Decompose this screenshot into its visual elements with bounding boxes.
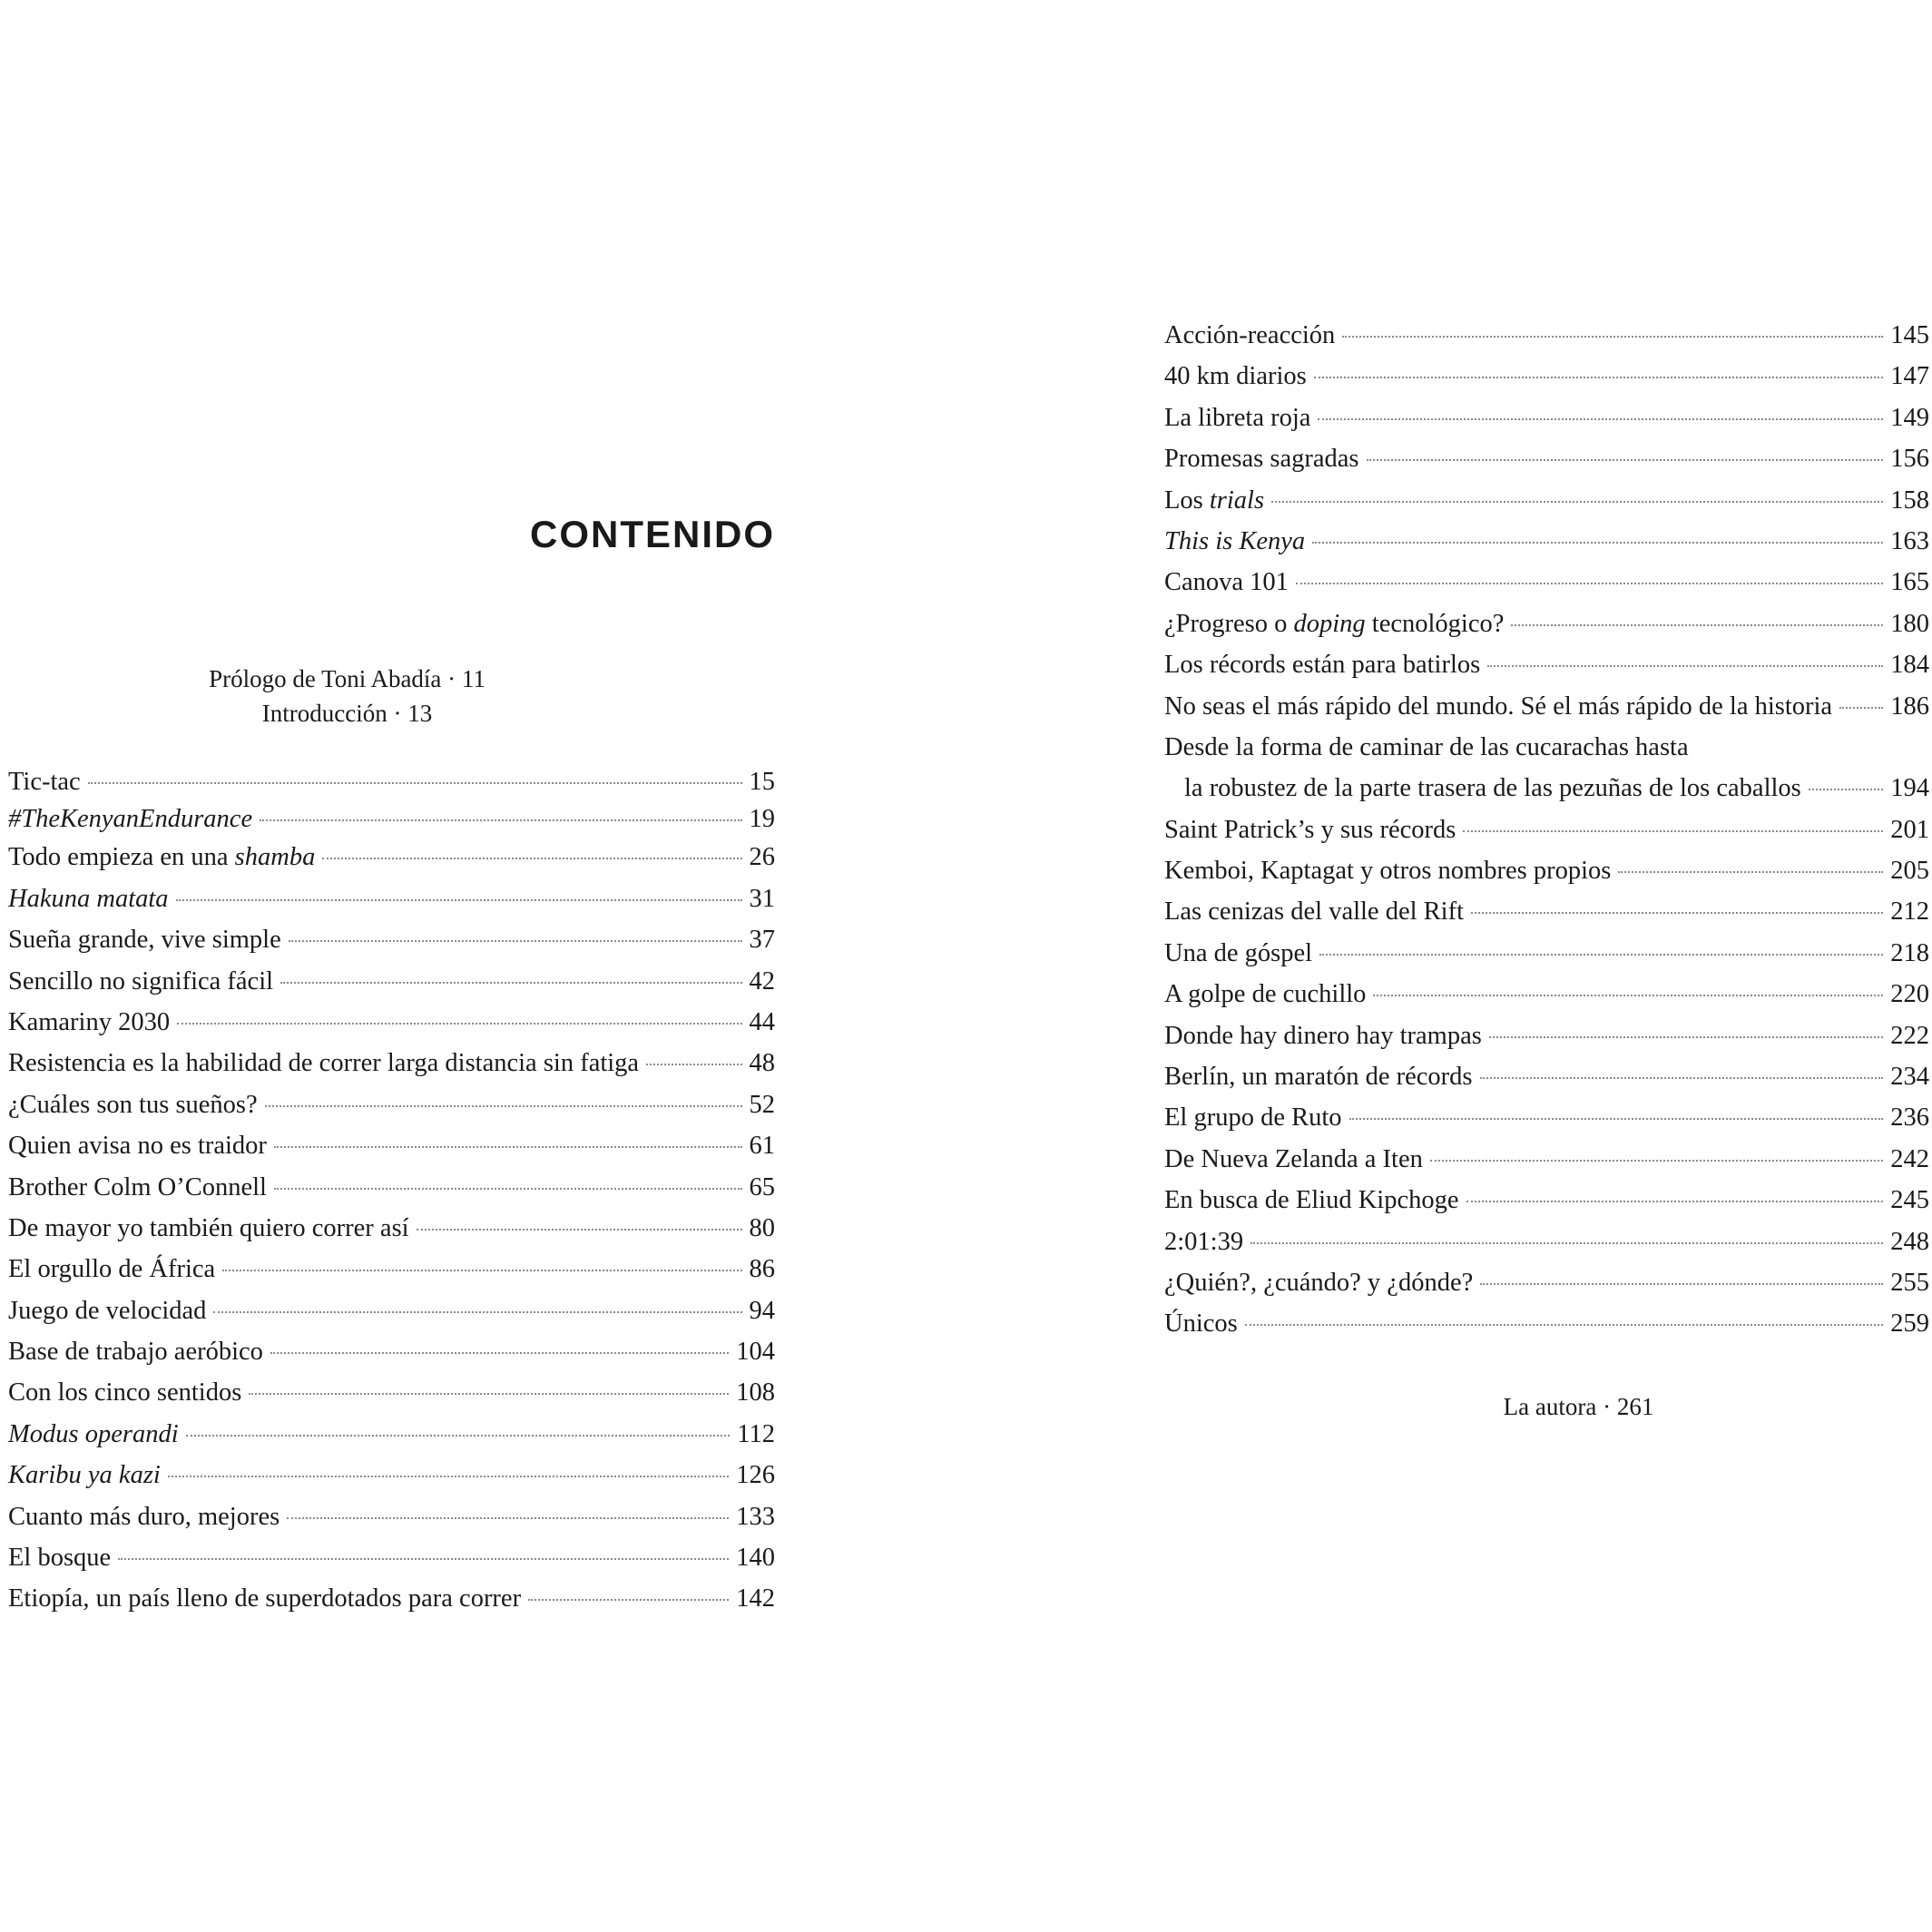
toc-entry-title: Karibu ya kazi: [8, 1461, 161, 1490]
toc-entry[interactable]: [1164, 438, 1929, 479]
dot-leader: [1471, 912, 1883, 914]
toc-entry-title: De mayor yo también quiero correr así: [8, 1213, 409, 1242]
dot-leader: [168, 1476, 729, 1477]
front-matter-introduction[interactable]: Introducción · 13: [261, 700, 433, 727]
toc-entry-title: ¿Cuáles son tus sueños?: [8, 1090, 258, 1119]
toc-entry-title: Promesas sagradas: [1164, 445, 1359, 474]
dot-leader: [177, 1023, 741, 1025]
toc-entry[interactable]: [1164, 1015, 1929, 1056]
toc-entry-page: 140: [736, 1544, 775, 1573]
dot-leader: [1511, 624, 1883, 626]
toc-entry-page: 218: [1890, 938, 1929, 967]
dot-leader: [222, 1270, 741, 1271]
dot-leader: [1430, 1160, 1883, 1162]
toc-entry-title: 40 km diarios: [1164, 362, 1307, 391]
toc-entry-title: la robustez de la parte trasera de las pezuñas de los caballos: [1184, 774, 1801, 803]
dot-leader: [1312, 542, 1883, 544]
dot-leader: [1342, 336, 1883, 338]
toc-entry-page: 26: [749, 843, 775, 872]
toc-entry-page: 194: [1890, 774, 1929, 803]
toc-entry-page: 104: [736, 1338, 775, 1367]
toc-entry-title: Hakuna matata: [8, 884, 169, 913]
toc-entry-title: No seas el más rápido del mundo. Sé el más rápido de la historia: [1164, 691, 1833, 721]
toc-entry[interactable]: [8, 1331, 775, 1372]
toc-entry-page: 156: [1890, 445, 1929, 474]
toc-entry-title: Etiopía, un país lleno de superdotados para correr: [8, 1584, 522, 1613]
dot-leader: [528, 1599, 729, 1601]
toc-entry[interactable]: [8, 1578, 775, 1619]
dot-leader: [1319, 954, 1883, 956]
toc-entry-page: 220: [1890, 980, 1929, 1009]
dot-leader: [1489, 1036, 1883, 1038]
toc-entry-title: Sueña grande, vive simple: [8, 926, 281, 955]
toc-entry-page: 19: [749, 805, 775, 834]
dot-leader: [270, 1352, 729, 1354]
toc-entry[interactable]: [1164, 1262, 1929, 1303]
front-matter: [91, 662, 603, 731]
toc-entry[interactable]: [8, 1043, 775, 1084]
dot-leader: [1809, 789, 1884, 790]
toc-entry-title: Únicos: [1164, 1309, 1238, 1339]
toc-entry[interactable]: [8, 1537, 775, 1578]
toc-entry-title: El bosque: [8, 1544, 112, 1573]
toc-entry-page: 245: [1890, 1186, 1929, 1215]
toc-entry[interactable]: [1164, 809, 1929, 850]
toc-entry-title: Berlín, un maratón de récords: [1164, 1063, 1473, 1092]
toc-entry[interactable]: [1164, 1056, 1929, 1097]
toc-entry-title: Una de góspel: [1164, 938, 1313, 967]
toc-entry-title: Modus operandi: [8, 1419, 179, 1448]
toc-entry[interactable]: [8, 1414, 775, 1455]
toc-entry-page: 65: [749, 1172, 775, 1201]
toc-entry-title: La libreta roja: [1164, 403, 1311, 432]
dot-leader: [417, 1229, 742, 1231]
toc-entry-page: 15: [749, 768, 775, 796]
toc-entry[interactable]: [1164, 891, 1929, 932]
dot-leader: [265, 1105, 742, 1107]
toc-entry-page: 37: [749, 926, 775, 955]
toc-entry[interactable]: [8, 919, 775, 960]
toc-entry-page: 201: [1890, 815, 1929, 844]
dot-leader: [1250, 1242, 1883, 1244]
toc-entry-page: 158: [1890, 485, 1929, 515]
dot-leader: [186, 1435, 731, 1437]
toc-entry-page: 112: [737, 1419, 775, 1448]
toc-entry-page: 163: [1890, 526, 1929, 555]
toc-entry[interactable]: [8, 837, 775, 878]
toc-entry[interactable]: [1164, 1097, 1929, 1138]
toc-entry-page: 165: [1890, 568, 1929, 597]
toc-entry-page: 242: [1890, 1144, 1929, 1173]
dot-leader: [280, 982, 741, 984]
toc-entry-page: 147: [1890, 362, 1929, 391]
toc-entry[interactable]: [1164, 1303, 1929, 1344]
dot-leader: [260, 819, 741, 821]
dot-leader: [1245, 1324, 1884, 1326]
toc-entry-page: 61: [749, 1132, 775, 1161]
toc-entry-page: 108: [736, 1378, 775, 1407]
dot-leader: [274, 1188, 742, 1190]
toc-entry[interactable]: [1164, 974, 1929, 1015]
toc-entry[interactable]: [8, 1208, 775, 1249]
dot-leader: [1466, 1201, 1884, 1202]
toc-entry-page: 180: [1890, 609, 1929, 638]
toc-entry-title: En busca de Eliud Kipchoge: [1164, 1186, 1459, 1215]
toc-entry-title: Las cenizas del valle del Rift: [1164, 897, 1464, 927]
toc-entry-title: El orgullo de África: [8, 1255, 216, 1284]
toc-right-column: [1164, 315, 1929, 1345]
toc-entry-page: 126: [736, 1461, 775, 1490]
toc-entry-title: Los trials: [1164, 485, 1265, 515]
toc-entry-page: 222: [1890, 1021, 1929, 1050]
toc-entry-page: 205: [1890, 857, 1929, 886]
toc-entry-title: Los récords están para batirlos: [1164, 651, 1481, 680]
toc-entry-page: 212: [1890, 897, 1929, 927]
dot-leader: [287, 1517, 729, 1519]
toc-entry[interactable]: [1164, 933, 1929, 974]
toc-entry[interactable]: [1164, 1139, 1929, 1180]
dot-leader: [1367, 459, 1884, 461]
dot-leader: [1487, 665, 1883, 667]
toc-entry[interactable]: [1164, 562, 1929, 603]
toc-entry-title: Kamariny 2030: [8, 1007, 171, 1036]
toc-entry-page: 133: [736, 1502, 775, 1531]
toc-entry[interactable]: [8, 1372, 775, 1413]
toc-entry[interactable]: [1164, 603, 1929, 644]
toc-entry-title: Base de trabajo aeróbico: [8, 1338, 263, 1367]
toc-entry-page: 86: [749, 1255, 775, 1284]
toc-left-column: [8, 761, 775, 1620]
dot-leader: [1373, 995, 1883, 996]
toc-entry-title: Donde hay dinero hay trampas: [1164, 1021, 1482, 1050]
dot-leader: [1318, 418, 1883, 420]
toc-entry-title: A golpe de cuchillo: [1164, 980, 1367, 1009]
toc-entry[interactable]: [1164, 480, 1929, 521]
dot-leader: [1314, 377, 1884, 378]
toc-entry[interactable]: [8, 1496, 775, 1537]
dot-leader: [1349, 1118, 1884, 1120]
toc-entry-page: 94: [749, 1296, 775, 1325]
toc-entry-title: Sencillo no significa fácil: [8, 966, 274, 995]
toc-entry[interactable]: [8, 1002, 775, 1043]
dot-leader: [646, 1064, 741, 1065]
toc-entry[interactable]: [1164, 850, 1929, 891]
toc-entry[interactable]: [8, 1167, 775, 1208]
page-title: CONTENIDO: [530, 513, 775, 555]
toc-entry-page: 145: [1890, 321, 1929, 349]
toc-entry-page: 142: [736, 1584, 775, 1613]
toc-entry-title: Desde la forma de caminar de las cucarachas hasta: [1164, 732, 1689, 761]
toc-entry[interactable]: [1164, 686, 1929, 727]
dot-leader: [1480, 1077, 1884, 1079]
toc-entry-page: 184: [1890, 651, 1929, 680]
toc-entry-title: Con los cinco sentidos: [8, 1378, 242, 1407]
toc-entry[interactable]: [8, 1455, 775, 1496]
toc-entry-title: Acción-reacción: [1164, 321, 1336, 349]
toc-entry-title: ¿Progreso o doping tecnológico?: [1164, 609, 1505, 638]
toc-entry-title: ¿Quién?, ¿cuándo? y ¿dónde?: [1164, 1268, 1474, 1297]
dot-leader: [1463, 830, 1883, 832]
back-matter-author[interactable]: La autora · 261: [1503, 1393, 1654, 1420]
toc-entry[interactable]: [8, 761, 775, 802]
toc-entry-page: 186: [1890, 691, 1929, 721]
toc-entry[interactable]: [8, 1249, 775, 1290]
toc-entry[interactable]: [1164, 1221, 1929, 1262]
toc-entry-title: Canova 101: [1164, 568, 1289, 597]
dot-leader: [88, 782, 742, 784]
toc-entry-title: De Nueva Zelanda a Iten: [1164, 1144, 1423, 1173]
toc-entry-page: 48: [749, 1049, 775, 1078]
toc-entry-title: Juego de velocidad: [8, 1296, 207, 1325]
toc-entry[interactable]: [1164, 727, 1929, 768]
toc-entry-page: 80: [749, 1213, 775, 1242]
toc-entry-title: Kemboi, Kaptagat y otros nombres propios: [1164, 857, 1612, 886]
toc-entry-page: 255: [1890, 1268, 1929, 1297]
dot-leader: [213, 1311, 741, 1313]
toc-entry[interactable]: [8, 1125, 775, 1166]
toc-entry-title: Todo empieza en una shamba: [8, 843, 316, 872]
toc-entry-title: Tic-tac: [8, 768, 81, 796]
toc-entry-title: This is Kenya: [1164, 526, 1306, 555]
toc-entry[interactable]: [1164, 1180, 1929, 1221]
toc-entry-title: Quien avisa no es traidor: [8, 1132, 267, 1161]
toc-entry[interactable]: [1164, 356, 1929, 397]
toc-entry[interactable]: [1164, 521, 1929, 562]
toc-entry-title: Saint Patrick’s y sus récords: [1164, 815, 1456, 844]
toc-entry-title: #TheKenyanEndurance: [8, 805, 253, 834]
toc-entry-page: 236: [1890, 1103, 1929, 1133]
dot-leader: [274, 1146, 742, 1148]
toc-entry[interactable]: [8, 961, 775, 1002]
dot-leader: [1271, 501, 1883, 503]
toc-entry-page: 52: [749, 1090, 775, 1119]
toc-entry-page: 42: [749, 966, 775, 995]
dot-leader: [176, 899, 742, 901]
dot-leader: [322, 858, 741, 859]
dot-leader: [1296, 583, 1883, 584]
toc-entry[interactable]: [1164, 315, 1929, 356]
toc-entry[interactable]: [1164, 644, 1929, 685]
toc-entry-page: 248: [1890, 1227, 1929, 1256]
dot-leader: [118, 1558, 729, 1560]
dot-leader: [1480, 1283, 1883, 1285]
dot-leader: [1839, 707, 1883, 709]
dot-leader: [1618, 871, 1883, 873]
toc-entry-title: El grupo de Ruto: [1164, 1103, 1342, 1133]
toc-entry-page: 44: [749, 1007, 775, 1036]
toc-entry-page: 259: [1890, 1309, 1929, 1339]
toc-entry-title: Cuanto más duro, mejores: [8, 1502, 280, 1531]
back-matter: [1164, 1389, 1929, 1424]
dot-leader: [249, 1393, 729, 1395]
toc-entry-page: 234: [1890, 1063, 1929, 1092]
toc-entry[interactable]: [1164, 397, 1929, 438]
toc-entry-page: 31: [749, 884, 775, 913]
toc-entry-title: Brother Colm O’Connell: [8, 1172, 267, 1201]
toc-entry-title: Resistencia es la habilidad de correr larga distancia sin fatiga: [8, 1049, 640, 1078]
toc-entry[interactable]: [8, 802, 775, 837]
toc-entry-page: 149: [1890, 403, 1929, 432]
toc-entry[interactable]: [8, 878, 775, 919]
toc-entry-continuation[interactable]: [1164, 768, 1929, 809]
front-matter-prologue[interactable]: Prólogo de Toni Abadía · 11: [209, 665, 485, 692]
toc-entry-title: 2:01:39: [1164, 1227, 1244, 1256]
toc-entry[interactable]: [8, 1290, 775, 1331]
toc-entry[interactable]: [8, 1084, 775, 1125]
dot-leader: [289, 940, 742, 942]
